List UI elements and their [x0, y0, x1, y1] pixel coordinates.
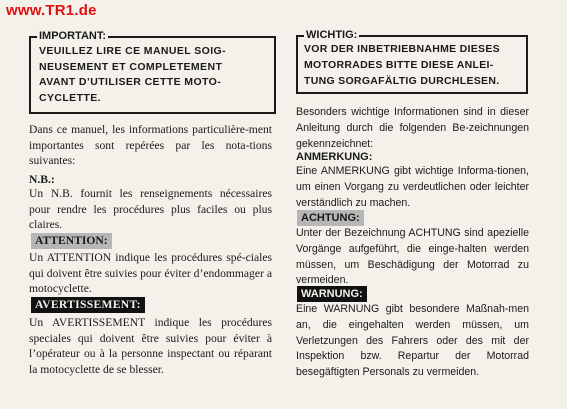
wichtig-box-text: VOR DER INBETRIEBNAHME DIESES MOTORRADES BITTE DIESE ANLEI- TUNG SORGAFÄLTIG DURCHLESEN.	[304, 43, 500, 87]
wichtig-box-title: WICHTIG:	[306, 29, 358, 41]
german-intro: Besonders wichtige Informationen sind in dieser Anleitung durch die folgenden Be-zeichnungen gekennzeichnet:	[296, 106, 529, 150]
important-box-text: VEUILLEZ LIRE CE MANUEL SOIG- NEUSEMENT ET COMPLETEMENT AVANT D’UTILISER CETTE MOTO- CYCLETTE.	[39, 45, 226, 104]
attention-text: Un ATTENTION indique les procédures spé-ciales qui doivent être suivies pour éviter d’endommager a motocyclette.	[29, 251, 272, 296]
anmerkung-heading: ANMERKUNG:	[296, 151, 373, 163]
anmerkung-text: Eine ANMERKUNG gibt wichtige Informa-tionen, um einen Vorgang zu verdeutlichen oder leichter verständlich zu machen.	[296, 165, 529, 209]
warnung-text: Eine WARNUNG gibt besondere Maßnah-men an, die eingehalten werden müssen, um Verletzungen des Fahrers oder des mit der Inspektion bzw. Repartur der Motorrad besegäftigten Personals zu vermeiden.	[296, 303, 529, 379]
avertissement-heading: AVERTISSEMENT:	[31, 297, 145, 313]
nb-text: Un N.B. fournit les renseignements nécessaires pour rendre les procédures plus faciles ou plus claires.	[29, 187, 272, 232]
achtung-text: Unter der Bezeichnung ACHTUNG sind apezielle Vorgänge aufgeführt, die einge-halten werden müssen, um Beschädigung der Motorrad zu vermeiden.	[296, 227, 529, 287]
attention-heading: ATTENTION:	[31, 233, 112, 249]
important-box-title: IMPORTANT:	[39, 30, 107, 42]
french-intro: Dans ce manuel, les informations particulière-ment importantes sont repérées par les nota-tions suivantes:	[29, 123, 272, 168]
important-box	[29, 30, 276, 114]
watermark-text: www.TR1.de	[6, 2, 97, 19]
avertissement-text: Un AVERTISSEMENT indique les procédures speciales qui doivent être suivies pour éviter à l’opérateur ou à la personne inspectant ou réparant la motocyclette de se blesser.	[29, 316, 272, 377]
achtung-heading: ACHTUNG:	[297, 210, 364, 226]
wichtig-box	[296, 29, 528, 94]
warnung-heading: WARNUNG:	[297, 286, 367, 302]
nb-heading: N.B.:	[29, 173, 55, 186]
